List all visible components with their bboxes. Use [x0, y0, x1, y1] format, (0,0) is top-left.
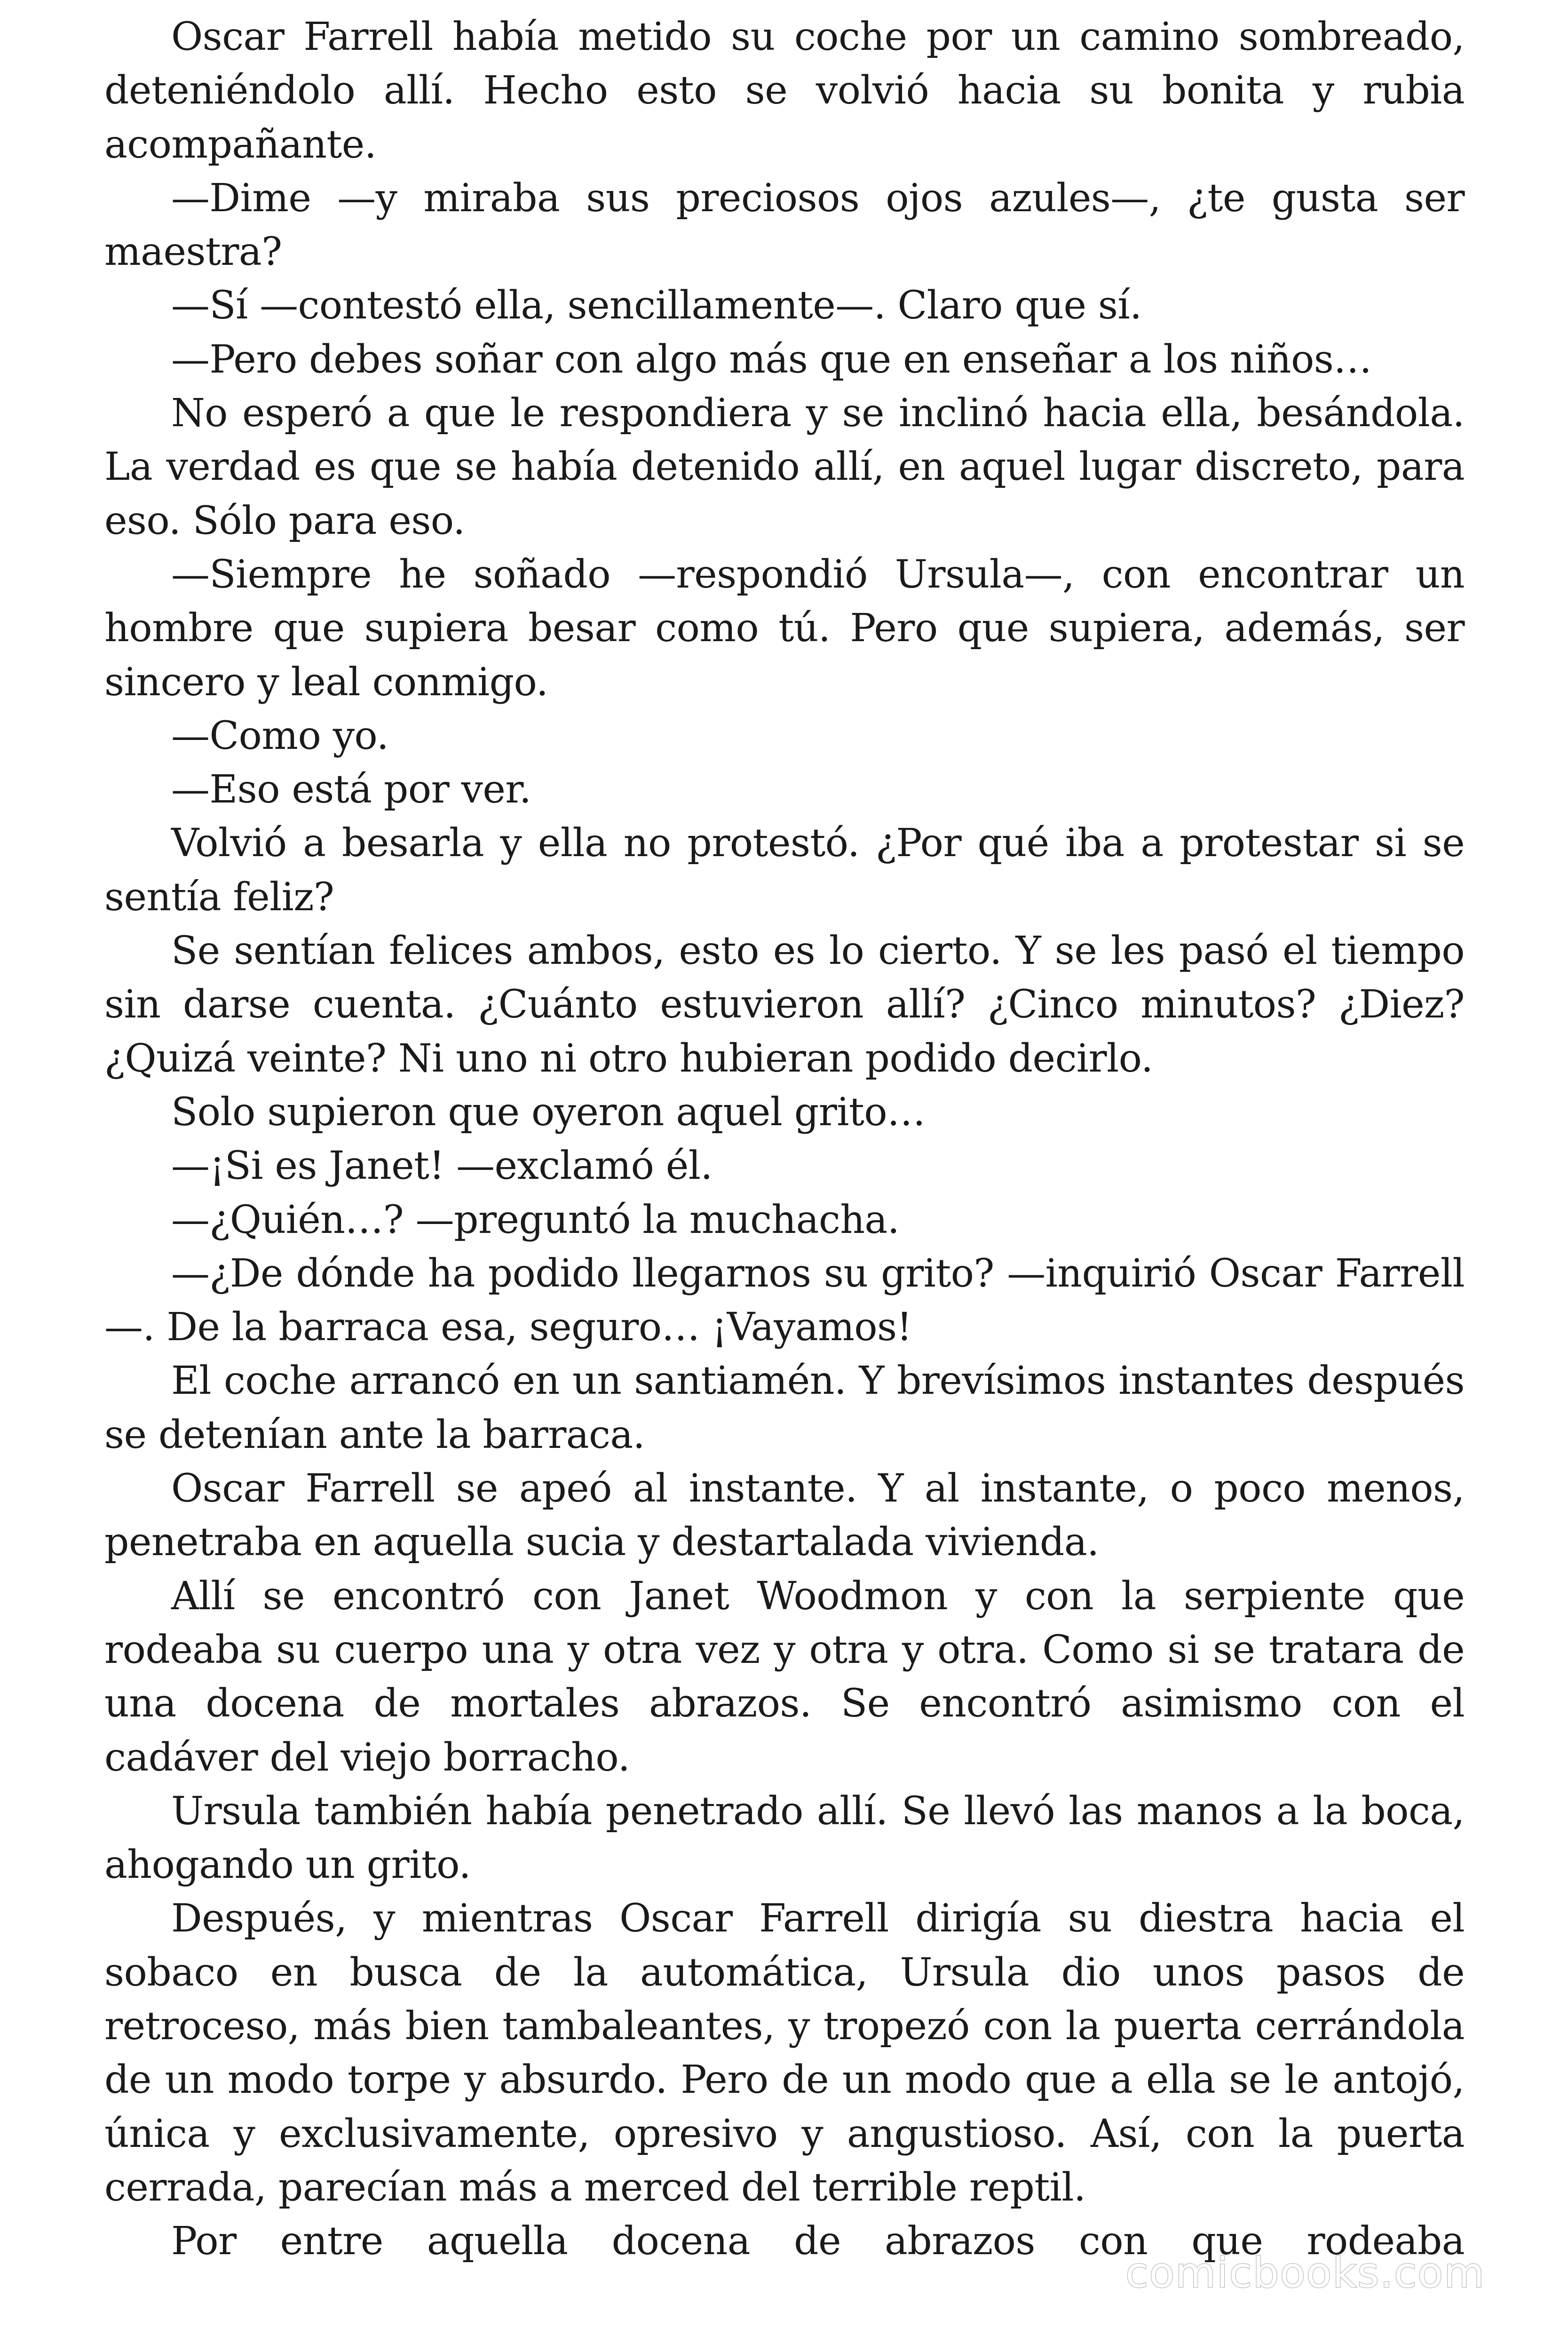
paragraph: Oscar Farrell había metido su coche por un camino sombreado, deteniéndolo allí. Hecho esto se volvió hacia su bonita y rubia acompañante.	[104, 15, 1465, 167]
paragraph: Se sentían felices ambos, esto es lo cierto. Y se les pasó el tiempo sin darse cuenta. ¿Cuánto estuvieron allí? ¿Cinco minutos? ¿Diez? ¿Quizá veinte? Ni uno ni otro hubieran podido decirlo.	[104, 929, 1465, 1081]
paragraph: —Eso está por ver.	[171, 767, 531, 812]
paragraph: —Siempre he soñado —respondió Ursula—, con encontrar un hombre que supiera besar como tú. Pero que supiera, además, ser sincero y leal conmigo.	[104, 552, 1465, 705]
paragraph: El coche arrancó en un santiamén. Y brevísimos instantes después se detenían ante la barraca.	[104, 1359, 1465, 1457]
paragraph: Allí se encontró con Janet Woodmon y con la serpiente que rodeaba su cuerpo una y otra vez y otra y otra. Como si se tratara de una docena de mortales abrazos. Se encontró asimismo con el cadáver del viejo borracho.	[104, 1573, 1465, 1780]
paragraph: —¿De dónde ha podido llegarnos su grito? —inquirió Oscar Farrell —. De la barraca esa, seguro… ¡Vayamos!	[104, 1251, 1465, 1350]
paragraph: —Dime —y miraba sus preciosos ojos azules—, ¿te gusta ser maestra?	[104, 175, 1465, 275]
paragraph: —¿Quién…? —preguntó la muchacha.	[171, 1197, 900, 1242]
paragraph: —¡Si es Janet! —exclamó él.	[171, 1144, 713, 1189]
paragraph: —Pero debes soñar con algo más que en enseñar a los niños…	[171, 337, 1372, 382]
paragraph: Volvió a besarla y ella no protestó. ¿Por qué iba a protestar si se sentía feliz?	[104, 821, 1465, 920]
paragraph: Solo supieron que oyeron aquel grito…	[171, 1089, 926, 1135]
watermark: comicbooks.com	[1125, 2249, 1485, 2297]
paragraph: —Como yo.	[171, 713, 389, 758]
paragraph: No esperó a que le respondiera y se inclinó hacia ella, besándola. La verdad es que se había detenido allí, en aquel lugar discreto, para eso. Sólo para eso.	[104, 391, 1465, 543]
paragraph: —Sí —contestó ella, sencillamente—. Claro que sí.	[171, 283, 1142, 328]
paragraph: Después, y mientras Oscar Farrell dirigía su diestra hacia el sobaco en busca de la automática, Ursula dio unos pasos de retroceso, más bien tambaleantes, y tropezó con la puerta cerrándola de un modo torpe y absurdo. Pero de un modo que a ella se le antojó, única y exclusivamente, opresivo y angustioso. Así, con la puerta cerrada, parecían más a merced del terrible reptil.	[104, 1896, 1465, 2210]
paragraph-continued: Por entre aquella docena de abrazos con que rodeaba	[171, 2219, 1465, 2264]
book-page-text	[104, 10, 1465, 2306]
paragraph: Ursula también había penetrado allí. Se llevó las manos a la boca, ahogando un grito.	[104, 1788, 1465, 1888]
paragraph: Oscar Farrell se apeó al instante. Y al instante, o poco menos, penetraba en aquella sucia y destartalada vivienda.	[104, 1466, 1465, 1565]
